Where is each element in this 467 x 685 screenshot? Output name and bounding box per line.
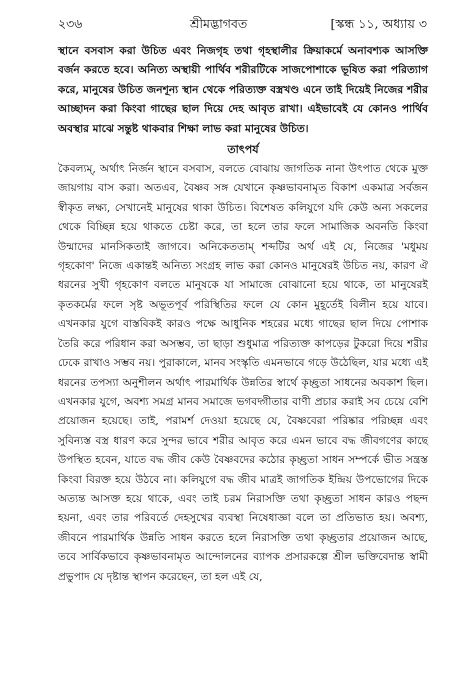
running-header (58, 14, 427, 34)
page-number: ২৩৬ (58, 16, 83, 31)
section-reference: [স্কন্ধ ১১, অধ্যায় ৩ (330, 16, 427, 31)
translation-paragraph: স্থানে বসবাস করা উচিত এবং নিজগৃহ তথা গৃহস্থালীর ক্রিয়াকর্মে অনাবশ্যক আসক্তি বর্জন করতে হবে। অনিত্য অস্থায়ী পার্থিব শরীরটিকে সাজপোশাকে ভূষিত করা পরিত্যাগ করে, মানুষের উচিত জনশূন্য স্থান থেকে পরিত্যক্ত বস্ত্রখণ্ড এনে তাই দিয়েই নিজের শরীর আচ্ছাদন করা কিংবা গাছের ছাল দিয়ে দেহ আবৃত রাখা। এইভাবেই যে কোনও পার্থিব অবস্থার মাঝে সন্তুষ্ট থাকবার শিক্ষা লাভ করা মানুষের উচিত। (58, 45, 428, 135)
purport-paragraph: কৈবল্যম্, অর্থাৎ নির্জন স্থানে বসবাস, বলতে বোঝায় জাগতিক নানা উৎপাত থেকে মুক্ত জায়গায় বাস করা। অতএব, বৈষ্ণব সঙ্গ যেখানে কৃষ্ণভাবনামৃত বিকাশ একমাত্র সর্বজন স্বীকৃত লক্ষ্য, সেখানেই মানুষের থাকা উচিত। বিশেষত কলিযুগে যদি কেউ অন্য সকলের থেকে বিচ্ছিন্ন হয়ে থাকতে চেষ্টা করে, তা হলে তার ফলে সামাজিক অবনতি কিংবা উন্মাদের মানসিকতাই জাগবে। অনিকেততাম্ শব্দটির অর্থ এই যে, নিজের 'মধুময় গৃহকোণ' নিজে একান্তই অনিত্য সংগ্রহ লাভ করা কোনও মানুষেরই উচিত নয়, কারণ ঐ ধরনের সুখী গৃহকোণ বলতে মানুষকে যা সামাজে বোঝানো হয়ে থাকে, তা মানুষেরই কৃতকর্মের ফলে সৃষ্ট অভূতপূর্ব পরিস্থিতির ফলে যে কোন মুহূর্তেই বিলীন হয়ে যাবে। এখনকার যুগে বাস্তবিকই কারও পক্ষে আধুনিক শহরের মধ্যে গাছের ছাল দিয়ে পোশাক তৈরি করে পরিধান করা অসম্ভব, তা ছাড়া শুধুমাত্র পরিত্যক্ত কাপড়ের টুকরো দিয়ে শরীর ঢেকে রাখাও সম্ভব নয়। পুরাকালে, মানব সংস্কৃতি এমনভাবে গড়ে উঠেছিল, যার মধ্যে এই ধরনের তপস্যা অনুশীলন অর্থাৎ পারমার্থিক উন্নতির স্বার্থে কৃচ্ছ্রতা সাধনের অবকাশ ছিল। এখনকার যুগে, অবশ্য সমগ্র মানব সমাজে ভগবদ্গীতার বাণী প্রচার করাই সব চেয়ে বেশি প্রয়োজন হয়েছে। তাই, পরামর্শ দেওয়া হয়েছে যে, বৈষ্ণবেরা পরিষ্কার পরিচ্ছন্ন এবং সুবিন্যস্ত বস্ত্র ধারণ করে সুন্দর ভাবে শরীর আবৃত করে এমন ভাবে বদ্ধ জীবগণের কাছে উপস্থিত হবেন, যাতে বদ্ধ জীব কেউ বৈষ্ণবদের কঠোর কৃচ্ছ্রতা সাধন সম্পর্কে ভীত সন্ত্রস্ত কিংবা বিরক্ত হয়ে উঠবে না। কলিযুগে বদ্ধ জীব মাত্রই জাগতিক ইন্দ্রিয় উপভোগের দিকে অত্যন্ত আসক্ত হয়ে থাকে, এবং তাই চরম নিরাসক্তি তথা কৃচ্ছ্রতা সাধন কারও পছন্দ হয়না, এবং তার পরিবর্তে দেহসুখের ব্যবস্থা নিষেধাজ্ঞা বলে তা প্রতিভাত হয়। অবশ্য, জীবনে পারমার্থিক উন্নতি সাধন করতে হলে নিরাসক্তি তথা কৃচ্ছ্রতার প্রয়োজন আছে, তবে সার্বিকভাবে কৃষ্ণভাবনামৃত আন্দোলনের ব্যাপক প্রসারকল্পে শ্রীল ভক্তিবেদান্ত স্বামী প্রভুপাদ যে দৃষ্টান্ত স্থাপন করেছেন, তা হল এই যে, (58, 163, 428, 583)
purport-heading: তাৎপর্য (227, 143, 259, 157)
book-title: শ্রীমদ্ভাগবত (190, 16, 248, 31)
page-body (58, 42, 428, 587)
